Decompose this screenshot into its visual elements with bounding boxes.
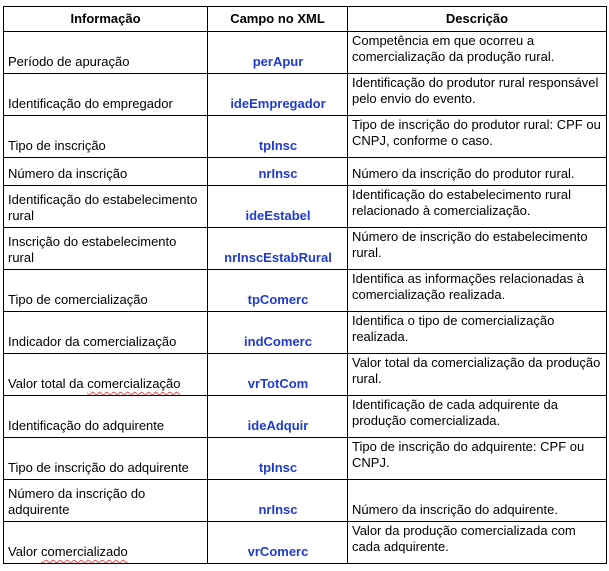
table-row	[4, 270, 607, 312]
row-info-text: Valor	[8, 544, 41, 559]
row-info: Número da inscrição	[4, 158, 208, 186]
row-description: Valor total da comercialização da produção rural.	[348, 354, 607, 396]
row-description: Número da inscrição do adquirente.	[348, 480, 607, 522]
row-description: Número de inscrição do estabelecimento rural.	[348, 228, 607, 270]
row-info: Identificação do empregador	[4, 74, 208, 116]
table-row	[4, 354, 607, 396]
row-info: Inscrição do estabelecimento rural	[4, 228, 208, 270]
table-row	[4, 312, 607, 354]
row-description: Identificação de cada adquirente da produção comercializada.	[348, 396, 607, 438]
row-info: Tipo de inscrição do adquirente	[4, 438, 208, 480]
table-row	[4, 522, 607, 564]
row-description: Tipo de inscrição do adquirente: CPF ou CNPJ.	[348, 438, 607, 480]
row-xml-field: indComerc	[208, 312, 348, 354]
row-info: Indicador da comercialização	[4, 312, 208, 354]
row-xml-field: ideEstabel	[208, 186, 348, 228]
row-xml-field: nrInsc	[208, 158, 348, 186]
row-xml-field: tpInsc	[208, 438, 348, 480]
row-xml-field: vrComerc	[208, 522, 348, 564]
table-row	[4, 228, 607, 270]
header-desc: Descrição	[348, 7, 607, 32]
row-xml-field: tpInsc	[208, 116, 348, 158]
table-row	[4, 186, 607, 228]
row-description: Competência em que ocorreu a comercialização da produção rural.	[348, 32, 607, 74]
spellcheck-marked-word: comercialização	[87, 376, 181, 391]
row-info-text: Valor total da	[8, 376, 88, 391]
row-description: Identificação do produtor rural responsável pelo envio do evento.	[348, 74, 607, 116]
row-description: Identifica o tipo de comercialização realizada.	[348, 312, 607, 354]
table-row	[4, 116, 607, 158]
row-info: Número da inscrição do adquirente	[4, 480, 208, 522]
xml-fields-table-container	[3, 6, 607, 564]
row-description: Identificação do estabelecimento rural relacionado à comercialização.	[348, 186, 607, 228]
table-row	[4, 438, 607, 480]
row-info: Tipo de inscrição	[4, 116, 208, 158]
row-xml-field: ideAdquir	[208, 396, 348, 438]
row-info: Identificação do estabelecimento rural	[4, 186, 208, 228]
row-description: Tipo de inscrição do produtor rural: CPF ou CNPJ, conforme o caso.	[348, 116, 607, 158]
row-info: Identificação do adquirente	[4, 396, 208, 438]
table-row	[4, 32, 607, 74]
table-row	[4, 158, 607, 186]
header-info: Informação	[4, 7, 208, 32]
header-row	[4, 7, 607, 32]
spellcheck-marked-word: comercializado	[41, 544, 128, 559]
row-xml-field: nrInscEstabRural	[208, 228, 348, 270]
table-row	[4, 396, 607, 438]
row-info: Tipo de comercialização	[4, 270, 208, 312]
row-info: Período de apuração	[4, 32, 208, 74]
table-row	[4, 480, 607, 522]
row-xml-field: vrTotCom	[208, 354, 348, 396]
row-description: Identifica as informações relacionadas à comercialização realizada.	[348, 270, 607, 312]
row-description: Número da inscrição do produtor rural.	[348, 158, 607, 186]
row-xml-field: tpComerc	[208, 270, 348, 312]
row-xml-field: nrInsc	[208, 480, 348, 522]
table-row	[4, 74, 607, 116]
row-xml-field: perApur	[208, 32, 348, 74]
row-xml-field: ideEmpregador	[208, 74, 348, 116]
row-info	[4, 354, 208, 396]
row-description: Valor da produção comercializada com cada adquirente.	[348, 522, 607, 564]
header-field: Campo no XML	[208, 7, 348, 32]
row-info	[4, 522, 208, 564]
xml-fields-table	[3, 6, 607, 564]
